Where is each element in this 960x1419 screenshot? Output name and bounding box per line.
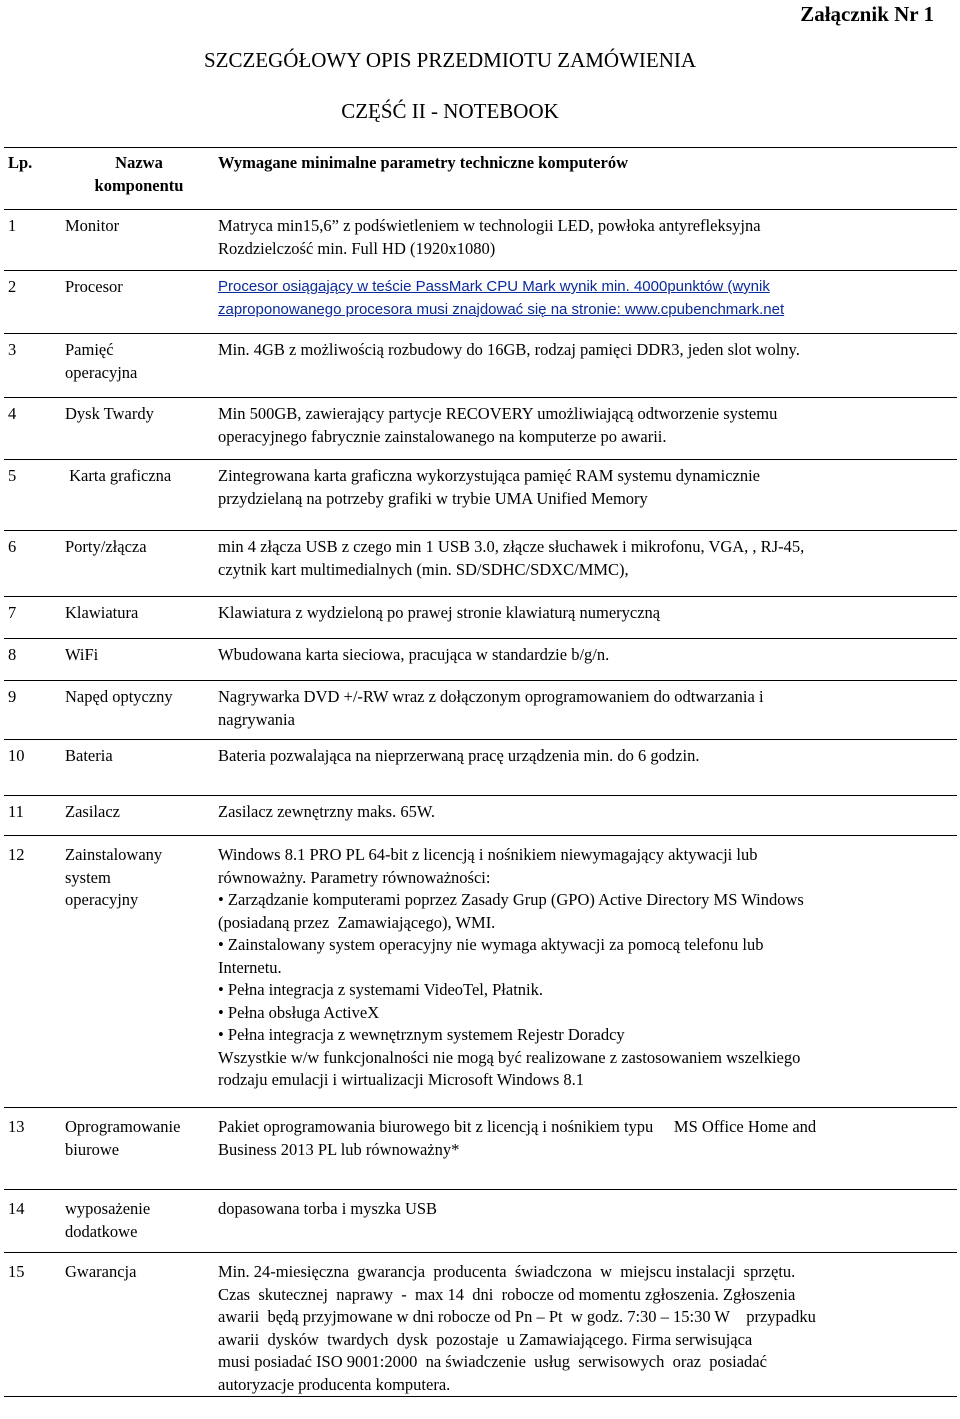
table-row bbox=[4, 740, 957, 796]
component-name-line: Zasilacz bbox=[65, 802, 120, 821]
row-number: 1 bbox=[4, 210, 65, 271]
requirement-line: Internetu. bbox=[218, 957, 282, 977]
requirement-line: Rozdzielczość min. Full HD (1920x1080) bbox=[218, 238, 496, 258]
document-subtitle: CZĘŚĆ II - NOTEBOOK bbox=[341, 99, 559, 123]
component-name-line: Pamięć bbox=[65, 340, 114, 359]
requirement-line: • Pełna obsługa ActiveX bbox=[218, 1002, 380, 1022]
component-name bbox=[65, 1253, 213, 1397]
table-row bbox=[4, 210, 957, 271]
component-name bbox=[65, 1190, 213, 1253]
requirement-line: awarii dysków twardych dysk pozostaje u Zamawiającego. Firma serwisująca bbox=[218, 1329, 753, 1349]
component-requirements bbox=[213, 836, 957, 1108]
table-header-row bbox=[4, 148, 957, 210]
component-name bbox=[65, 271, 213, 334]
component-name bbox=[65, 836, 213, 1108]
requirement-line: czytnik kart multimedialnych (min. SD/SDHC/SDXC/MMC), bbox=[218, 559, 629, 579]
table-row bbox=[4, 796, 957, 836]
component-requirements bbox=[213, 460, 957, 531]
table-row bbox=[4, 334, 957, 398]
component-requirements bbox=[213, 681, 957, 740]
table-row bbox=[4, 836, 957, 1108]
requirement-line: Business 2013 PL lub równoważny* bbox=[218, 1139, 460, 1159]
component-name bbox=[65, 597, 213, 639]
header-lp: Lp. bbox=[4, 148, 65, 210]
requirement-line: awarii będą przyjmowane w dni robocze od Pn – Pt w godz. 7:30 – 15:30 W przypadku bbox=[218, 1307, 816, 1326]
table-row bbox=[4, 1108, 957, 1190]
row-number: 12 bbox=[4, 836, 65, 1108]
component-requirements bbox=[213, 740, 957, 796]
component-name-line: wyposażenie bbox=[65, 1199, 151, 1218]
row-number: 2 bbox=[4, 271, 65, 334]
requirement-line: nagrywania bbox=[218, 709, 295, 729]
component-name bbox=[65, 460, 213, 531]
requirement-line: min 4 złącza USB z czego min 1 USB 3.0, złącze słuchawek i mikrofonu, VGA, , RJ-45, bbox=[218, 537, 805, 556]
component-name bbox=[65, 210, 213, 271]
table-row bbox=[4, 271, 957, 334]
component-name bbox=[65, 531, 213, 597]
requirement-line: Wszystkie w/w funkcjonalności nie mogą być realizowane z zastosowaniem wszelkiego bbox=[218, 1047, 801, 1067]
table-row bbox=[4, 681, 957, 740]
row-number: 10 bbox=[4, 740, 65, 796]
component-name-line: Bateria bbox=[65, 746, 113, 765]
component-requirements bbox=[213, 796, 957, 836]
component-name bbox=[65, 639, 213, 681]
component-name-line: biurowe bbox=[65, 1139, 120, 1159]
row-number: 4 bbox=[4, 398, 65, 460]
component-name bbox=[65, 740, 213, 796]
component-name-line: system bbox=[65, 867, 111, 887]
component-requirements bbox=[213, 271, 957, 334]
row-number: 7 bbox=[4, 597, 65, 639]
component-requirements bbox=[213, 597, 957, 639]
requirement-line: musi posiadać ISO 9001:2000 na świadczenie usług serwisowych oraz posiadać bbox=[218, 1352, 767, 1371]
component-name-line: Procesor bbox=[65, 277, 123, 296]
requirement-line: Zintegrowana karta graficzna wykorzystująca pamięć RAM systemu dynamicznie bbox=[218, 466, 761, 485]
spec-table bbox=[4, 147, 957, 1397]
header-params: Wymagane minimalne parametry techniczne komputerów bbox=[213, 148, 957, 210]
component-name-line: Zainstalowany bbox=[65, 845, 163, 864]
component-name-line: Porty/złącza bbox=[65, 537, 147, 556]
component-requirements bbox=[213, 398, 957, 460]
requirement-line: autoryzacje producenta komputera. bbox=[218, 1374, 451, 1394]
table-row bbox=[4, 639, 957, 681]
component-name bbox=[65, 1108, 213, 1190]
annex-label: Załącznik Nr 1 bbox=[800, 2, 934, 26]
component-name-line: Dysk Twardy bbox=[65, 404, 154, 423]
component-name-line: Gwarancja bbox=[65, 1262, 137, 1281]
requirement-line: • Zainstalowany system operacyjny nie wymaga aktywacji za pomocą telefonu lub bbox=[218, 935, 764, 954]
row-number: 9 bbox=[4, 681, 65, 740]
component-name-line: Monitor bbox=[65, 216, 120, 235]
component-requirements bbox=[213, 210, 957, 271]
row-number: 8 bbox=[4, 639, 65, 681]
row-number: 13 bbox=[4, 1108, 65, 1190]
table-row bbox=[4, 1253, 957, 1397]
table-row bbox=[4, 597, 957, 639]
requirement-line: Klawiatura z wydzieloną po prawej stronie klawiaturą numeryczną bbox=[218, 603, 661, 622]
table-row bbox=[4, 460, 957, 531]
header-component-line2: komponentu bbox=[94, 175, 184, 195]
component-requirements bbox=[213, 334, 957, 398]
requirement-line: Pakiet oprogramowania biurowego bit z licencją i nośnikiem typu MS Office Home and bbox=[218, 1117, 817, 1136]
requirement-line: • Zarządzanie komputerami poprzez Zasady Grup (GPO) Active Directory MS Windows bbox=[218, 890, 804, 909]
document-title: SZCZEGÓŁOWY OPIS PRZEDMIOTU ZAMÓWIENIA bbox=[203, 48, 697, 72]
header-component bbox=[65, 148, 213, 210]
requirement-line: (posiadaną przez Zamawiającego), WMI. bbox=[218, 912, 496, 932]
row-number: 6 bbox=[4, 531, 65, 597]
requirement-line: Matryca min15,6” z podświetleniem w technologii LED, powłoka antyrefleksyjna bbox=[218, 216, 761, 235]
component-requirements bbox=[213, 1253, 957, 1397]
component-name-line: WiFi bbox=[65, 645, 99, 664]
component-name bbox=[65, 681, 213, 740]
row-number: 14 bbox=[4, 1190, 65, 1253]
component-requirements bbox=[213, 531, 957, 597]
requirement-line: równoważny. Parametry równoważności: bbox=[218, 867, 491, 887]
requirement-line: przydzielaną na potrzeby grafiki w trybie UMA Unified Memory bbox=[218, 488, 648, 508]
component-name-line: Klawiatura bbox=[65, 603, 139, 622]
requirement-line: Nagrywarka DVD +/-RW wraz z dołączonym oprogramowaniem do odtwarzania i bbox=[218, 687, 764, 706]
component-name bbox=[65, 334, 213, 398]
requirement-line: Min 500GB, zawierający partycje RECOVERY umożliwiającą odtworzenie systemu bbox=[218, 404, 778, 423]
component-requirements bbox=[213, 1108, 957, 1190]
requirement-line: dopasowana torba i myszka USB bbox=[218, 1199, 438, 1218]
row-number: 15 bbox=[4, 1253, 65, 1397]
requirement-line: Bateria pozwalająca na nieprzerwaną pracę urządzenia min. do 6 godzin. bbox=[218, 746, 700, 765]
component-name-line: operacyjna bbox=[65, 362, 138, 382]
requirement-line: • Pełna integracja z wewnętrznym systemem Rejestr Doradcy bbox=[218, 1025, 625, 1044]
table-row bbox=[4, 531, 957, 597]
requirement-line: Czas skutecznej naprawy - max 14 dni robocze od momentu zgłoszenia. Zgłoszenia bbox=[218, 1284, 796, 1304]
row-number: 11 bbox=[4, 796, 65, 836]
component-name bbox=[65, 796, 213, 836]
row-number: 5 bbox=[4, 460, 65, 531]
component-name-line: dodatkowe bbox=[65, 1221, 138, 1241]
component-requirements bbox=[213, 1190, 957, 1253]
requirement-line: Windows 8.1 PRO PL 64-bit z licencją i nośnikiem niewymagający aktywacji lub bbox=[218, 845, 758, 864]
header-component-line1: Nazwa bbox=[115, 153, 163, 172]
component-name-line: Karta graficzna bbox=[65, 466, 172, 485]
requirement-line: Min. 4GB z możliwością rozbudowy do 16GB, rodzaj pamięci DDR3, jeden slot wolny. bbox=[218, 340, 800, 359]
requirement-line: Procesor osiągający w teście PassMark CPU Mark wynik min. 4000punktów (wynik bbox=[218, 278, 770, 295]
requirement-line: rodzaju emulacji i wirtualizacji Microsoft Windows 8.1 bbox=[218, 1070, 585, 1089]
component-name-line: operacyjny bbox=[65, 890, 139, 909]
requirement-line: Zasilacz zewnętrzny maks. 65W. bbox=[218, 802, 436, 821]
table-row bbox=[4, 398, 957, 460]
component-name-line: Oprogramowanie bbox=[65, 1117, 181, 1136]
component-name-line: Napęd optyczny bbox=[65, 687, 173, 706]
component-requirements bbox=[213, 639, 957, 681]
requirement-line: Min. 24-miesięczna gwarancja producenta świadczona w miejscu instalacji sprzętu. bbox=[218, 1262, 796, 1281]
requirement-line: zaproponowanego procesora musi znajdować się na stronie: www.cpubenchmark.net bbox=[218, 300, 785, 318]
requirement-line: operacyjnego fabrycznie zainstalowanego na komputerze po awarii. bbox=[218, 426, 667, 446]
table-row bbox=[4, 1190, 957, 1253]
component-name bbox=[65, 398, 213, 460]
requirement-line: • Pełna integracja z systemami VideoTel, Płatnik. bbox=[218, 980, 543, 999]
requirement-line: Wbudowana karta sieciowa, pracująca w standardzie b/g/n. bbox=[218, 645, 610, 664]
row-number: 3 bbox=[4, 334, 65, 398]
